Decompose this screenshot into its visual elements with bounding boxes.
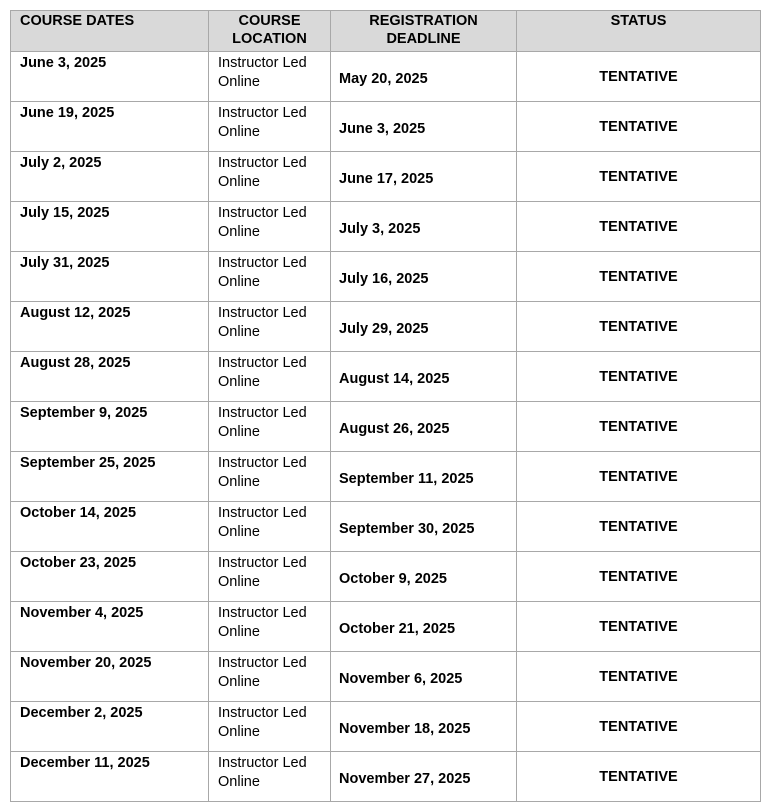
status-value: TENTATIVE (599, 419, 678, 436)
course-location-cell (209, 52, 331, 102)
course-date-cell (11, 502, 209, 552)
status-cell (517, 402, 761, 452)
course-location-cell (209, 552, 331, 602)
status-value: TENTATIVE (599, 269, 678, 286)
course-location-cell (209, 352, 331, 402)
course-date: September 25, 2025 (20, 455, 156, 471)
course-location-cell (209, 652, 331, 702)
table-row (11, 352, 761, 402)
table-row (11, 502, 761, 552)
course-location-line1: Instructor Led (218, 705, 307, 721)
course-location-line2: Online (218, 273, 260, 290)
registration-deadline: May 20, 2025 (339, 71, 428, 88)
table-row (11, 252, 761, 302)
course-location-cell (209, 752, 331, 802)
status-cell (517, 352, 761, 402)
status-cell (517, 252, 761, 302)
course-date: August 12, 2025 (20, 305, 131, 321)
course-date-cell (11, 202, 209, 252)
course-date-cell (11, 402, 209, 452)
course-date: July 15, 2025 (20, 205, 110, 221)
course-location-cell (209, 152, 331, 202)
course-date: September 9, 2025 (20, 405, 148, 421)
table-row (11, 452, 761, 502)
header-status (517, 11, 761, 52)
status-cell (517, 752, 761, 802)
registration-deadline-cell (331, 252, 517, 302)
registration-deadline-cell (331, 602, 517, 652)
registration-deadline-cell (331, 452, 517, 502)
course-date-cell (11, 452, 209, 502)
course-location-line1: Instructor Led (218, 55, 307, 71)
course-location-cell (209, 702, 331, 752)
registration-deadline: November 18, 2025 (339, 721, 471, 738)
registration-deadline: July 3, 2025 (339, 221, 421, 238)
course-schedule-table (10, 10, 761, 802)
table-row (11, 302, 761, 352)
registration-deadline-cell (331, 402, 517, 452)
course-date: October 14, 2025 (20, 505, 137, 521)
course-location-cell (209, 252, 331, 302)
course-date-cell (11, 702, 209, 752)
course-date: November 20, 2025 (20, 655, 152, 671)
status-value: TENTATIVE (599, 319, 678, 336)
course-location-line2: Online (218, 473, 260, 490)
header-course-location-line2: LOCATION (232, 31, 307, 47)
course-location-line1: Instructor Led (218, 305, 307, 321)
status-value: TENTATIVE (599, 119, 678, 136)
status-cell (517, 302, 761, 352)
course-location-cell (209, 202, 331, 252)
table-body (11, 52, 761, 802)
course-date: October 23, 2025 (20, 555, 137, 571)
course-location-line2: Online (218, 323, 260, 340)
course-date: August 28, 2025 (20, 355, 131, 371)
table-header-row (11, 11, 761, 52)
course-location-line1: Instructor Led (218, 355, 307, 371)
table-row (11, 552, 761, 602)
status-value: TENTATIVE (599, 569, 678, 586)
status-cell (517, 102, 761, 152)
registration-deadline: September 11, 2025 (339, 471, 474, 488)
registration-deadline: September 30, 2025 (339, 521, 475, 538)
course-location-line2: Online (218, 573, 260, 590)
course-location-line2: Online (218, 173, 260, 190)
table-row (11, 752, 761, 802)
course-location-line1: Instructor Led (218, 605, 307, 621)
header-registration-deadline-line1: REGISTRATION (369, 13, 478, 29)
status-value: TENTATIVE (599, 219, 678, 236)
registration-deadline-cell (331, 552, 517, 602)
table-row (11, 202, 761, 252)
registration-deadline-cell (331, 652, 517, 702)
status-cell (517, 702, 761, 752)
registration-deadline: June 3, 2025 (339, 121, 426, 138)
status-cell (517, 52, 761, 102)
course-location-line1: Instructor Led (218, 255, 307, 271)
status-cell (517, 452, 761, 502)
course-date-cell (11, 52, 209, 102)
status-value: TENTATIVE (599, 169, 678, 186)
header-course-dates-label: COURSE DATES (20, 13, 135, 29)
table-row (11, 702, 761, 752)
course-location-cell (209, 102, 331, 152)
course-date-cell (11, 552, 209, 602)
course-location-line1: Instructor Led (218, 155, 307, 171)
status-value: TENTATIVE (599, 619, 678, 636)
header-course-dates (11, 11, 209, 52)
course-date: June 3, 2025 (20, 55, 107, 71)
course-date-cell (11, 152, 209, 202)
status-value: TENTATIVE (599, 669, 678, 686)
registration-deadline: October 21, 2025 (339, 621, 456, 638)
status-cell (517, 152, 761, 202)
course-location-line2: Online (218, 673, 260, 690)
course-location-cell (209, 402, 331, 452)
status-cell (517, 602, 761, 652)
course-date: December 2, 2025 (20, 705, 143, 721)
table-row (11, 652, 761, 702)
status-cell (517, 502, 761, 552)
status-value: TENTATIVE (599, 369, 678, 386)
status-value: TENTATIVE (599, 769, 678, 786)
course-date: December 11, 2025 (20, 755, 150, 771)
registration-deadline: November 6, 2025 (339, 671, 463, 688)
header-registration-deadline-line2: DEADLINE (386, 31, 461, 47)
registration-deadline-cell (331, 152, 517, 202)
course-location-line2: Online (218, 223, 260, 240)
table-row (11, 102, 761, 152)
course-location-line2: Online (218, 623, 260, 640)
course-location-line2: Online (218, 123, 260, 140)
course-location-line2: Online (218, 423, 260, 440)
course-location-line1: Instructor Led (218, 205, 307, 221)
course-date: June 19, 2025 (20, 105, 115, 121)
registration-deadline-cell (331, 202, 517, 252)
course-location-line2: Online (218, 773, 260, 790)
course-date-cell (11, 652, 209, 702)
course-location-cell (209, 302, 331, 352)
registration-deadline: July 16, 2025 (339, 271, 429, 288)
status-cell (517, 552, 761, 602)
registration-deadline: October 9, 2025 (339, 571, 447, 588)
course-date-cell (11, 752, 209, 802)
registration-deadline-cell (331, 702, 517, 752)
header-course-location-line1: COURSE (238, 13, 301, 29)
course-date-cell (11, 252, 209, 302)
course-location-line1: Instructor Led (218, 555, 307, 571)
registration-deadline-cell (331, 352, 517, 402)
course-location-line1: Instructor Led (218, 455, 307, 471)
course-location-line2: Online (218, 723, 260, 740)
table-row (11, 402, 761, 452)
course-date-cell (11, 302, 209, 352)
status-value: TENTATIVE (599, 519, 678, 536)
registration-deadline-cell (331, 502, 517, 552)
course-location-line2: Online (218, 523, 260, 540)
course-date: November 4, 2025 (20, 605, 144, 621)
header-registration-deadline (331, 11, 517, 52)
registration-deadline-cell (331, 302, 517, 352)
table-row (11, 152, 761, 202)
status-cell (517, 652, 761, 702)
course-date-cell (11, 352, 209, 402)
registration-deadline: August 26, 2025 (339, 421, 450, 438)
course-location-cell (209, 602, 331, 652)
course-location-line1: Instructor Led (218, 655, 307, 671)
course-date-cell (11, 102, 209, 152)
status-value: TENTATIVE (599, 69, 678, 86)
course-location-line2: Online (218, 73, 260, 90)
course-location-cell (209, 452, 331, 502)
registration-deadline-cell (331, 102, 517, 152)
course-date: July 2, 2025 (20, 155, 102, 171)
course-date: July 31, 2025 (20, 255, 110, 271)
header-status-label: STATUS (610, 13, 667, 29)
course-location-line1: Instructor Led (218, 405, 307, 421)
status-cell (517, 202, 761, 252)
table-row (11, 52, 761, 102)
course-date-cell (11, 602, 209, 652)
registration-deadline: August 14, 2025 (339, 371, 450, 388)
registration-deadline: June 17, 2025 (339, 171, 434, 188)
registration-deadline-cell (331, 52, 517, 102)
registration-deadline: July 29, 2025 (339, 321, 429, 338)
header-course-location (209, 11, 331, 52)
course-location-line1: Instructor Led (218, 105, 307, 121)
registration-deadline: November 27, 2025 (339, 771, 471, 788)
table-row (11, 602, 761, 652)
course-location-cell (209, 502, 331, 552)
course-location-line1: Instructor Led (218, 755, 307, 771)
status-value: TENTATIVE (599, 719, 678, 736)
course-location-line2: Online (218, 373, 260, 390)
registration-deadline-cell (331, 752, 517, 802)
course-location-line1: Instructor Led (218, 505, 307, 521)
status-value: TENTATIVE (599, 469, 678, 486)
